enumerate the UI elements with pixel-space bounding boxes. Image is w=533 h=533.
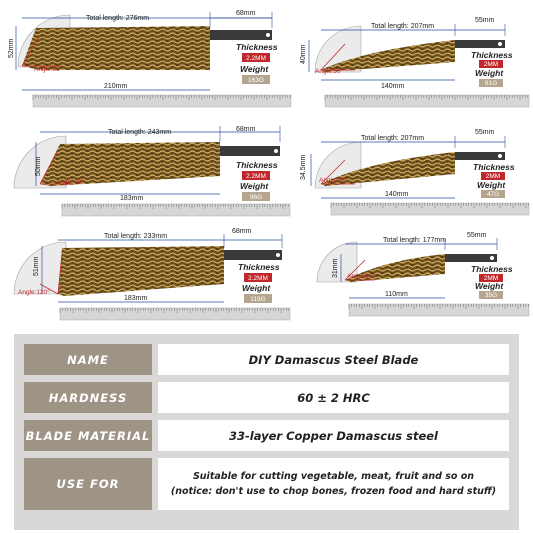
knife-5-drawing: [0, 224, 300, 324]
angle-4: Angle:50°: [319, 177, 348, 184]
thickness-label-6: Thickness: [471, 264, 513, 274]
weight-value-4: 47G: [486, 191, 500, 198]
angle-1: Angle:61°: [34, 66, 63, 73]
weight-label-5: Weight: [242, 283, 271, 293]
thickness-value-2: 2MM: [483, 61, 499, 68]
spec-row-hardness: [24, 382, 509, 413]
weight-value-2: 81G: [484, 80, 498, 87]
tang-length-6: 55mm: [467, 232, 487, 239]
thickness-label-3: Thickness: [236, 160, 278, 170]
tang-4: [455, 152, 505, 160]
total-length-2: Total length: 207mm: [371, 23, 435, 30]
thickness-label-1: Thickness: [236, 42, 278, 52]
weight-value-6: 35G: [484, 292, 498, 299]
tang-2: [455, 40, 505, 48]
blade-height-3: 50mm: [35, 156, 42, 176]
spec-value-name: DIY Damascus Steel Blade: [158, 344, 509, 375]
ruler-3: [62, 204, 290, 216]
knife-2-drawing: [285, 0, 533, 112]
tang-length-4: 55mm: [475, 129, 495, 136]
weight-value-3: 96G: [249, 194, 263, 201]
knife-6-drawing: [285, 224, 533, 324]
weight-value-5: 119G: [250, 296, 266, 303]
spec-value-hardness: 60 ± 2 HRC: [158, 382, 509, 413]
blade-height-6: 31mm: [332, 258, 339, 278]
ruler-6: [349, 304, 529, 316]
knife-3-drawing: [0, 118, 300, 224]
blade-length-1: 210mm: [104, 83, 128, 90]
angle-3: Angle:70°: [56, 179, 85, 186]
spec-row-use: [24, 458, 509, 510]
weight-label-6: Weight: [475, 281, 504, 291]
blade-height-2: 40mm: [300, 44, 307, 64]
blade-length-6: 110mm: [385, 291, 408, 298]
knife-panel-2: [285, 0, 533, 112]
angle-2: Angle:50°: [315, 68, 344, 75]
knife-1-drawing: [0, 0, 300, 112]
ruler-1: [33, 95, 291, 107]
blade-length-4: 140mm: [385, 191, 409, 198]
blade-1: [22, 26, 210, 70]
thickness-value-3: 2.2MM: [246, 173, 266, 180]
thickness-value-4: 2MM: [485, 173, 501, 180]
spec-row-material: [24, 420, 509, 451]
spec-label-use: USE FOR: [24, 458, 152, 510]
weight-label-3: Weight: [240, 181, 269, 191]
blade-height-5: 51mm: [33, 256, 40, 276]
blade-5: [58, 246, 224, 296]
spec-label-material: BLADE MATERIAL: [24, 420, 152, 451]
tang-length-5: 68mm: [232, 228, 252, 235]
thickness-value-5: 2.2MM: [248, 275, 268, 282]
ruler-5: [60, 308, 290, 320]
spec-value-material: 33-layer Copper Damascus steel: [158, 420, 509, 451]
total-length-4: Total length: 207mm: [361, 135, 425, 142]
thickness-label-2: Thickness: [471, 50, 513, 60]
spec-value-use-line1: Suitable for cutting vegetable, meat, fruit and so on: [192, 471, 475, 482]
tang-3: [220, 146, 280, 156]
tang-length-2: 55mm: [475, 17, 495, 24]
thickness-label-4: Thickness: [473, 162, 515, 172]
blade-length-5: 183mm: [124, 295, 148, 302]
thickness-value-6: 2MM: [483, 275, 499, 282]
tang-length-3: 68mm: [236, 126, 256, 133]
knife-4-drawing: [285, 118, 533, 224]
knife-panel-6: [285, 224, 533, 324]
spec-row-name: [24, 344, 509, 375]
weight-label-2: Weight: [475, 68, 504, 78]
knife-panel-5: [0, 224, 300, 324]
spec-label-name: NAME: [24, 344, 152, 375]
ruler-2: [325, 95, 529, 107]
blade-height-4: 34.5mm: [300, 154, 307, 180]
angle-6: Angle:50°: [347, 273, 376, 280]
knife-panel-3: [0, 118, 300, 224]
spec-value-use-line2: (notice: don't use to chop bones, frozen food and hard stuff): [170, 486, 497, 497]
total-length-3: Total length: 243mm: [108, 129, 172, 136]
total-length-1: Total length: 276mm: [86, 15, 150, 22]
weight-label-4: Weight: [477, 180, 506, 190]
weight-value-1: 163G: [248, 77, 264, 84]
knife-panel-4: [285, 118, 533, 224]
thickness-label-5: Thickness: [238, 262, 280, 272]
tang-5: [224, 250, 282, 260]
tang-1: [210, 30, 272, 40]
angle-5: Angle:120°: [18, 289, 50, 296]
total-length-6: Total length: 177mm: [383, 237, 447, 244]
blade-length-2: 140mm: [381, 83, 405, 90]
total-length-5: Total length: 233mm: [104, 233, 168, 240]
spec-label-hardness: HARDNESS: [24, 382, 152, 413]
weight-label-1: Weight: [240, 64, 269, 74]
thickness-value-1: 2.2MM: [246, 55, 266, 62]
tang-length-1: 68mm: [236, 10, 256, 17]
tang-6: [445, 254, 497, 262]
knife-panel-1: [0, 0, 300, 112]
spec-value-use: [158, 458, 509, 510]
blade-length-3: 183mm: [120, 195, 144, 202]
spec-table: [14, 334, 519, 530]
blade-height-1: 52mm: [8, 38, 15, 58]
